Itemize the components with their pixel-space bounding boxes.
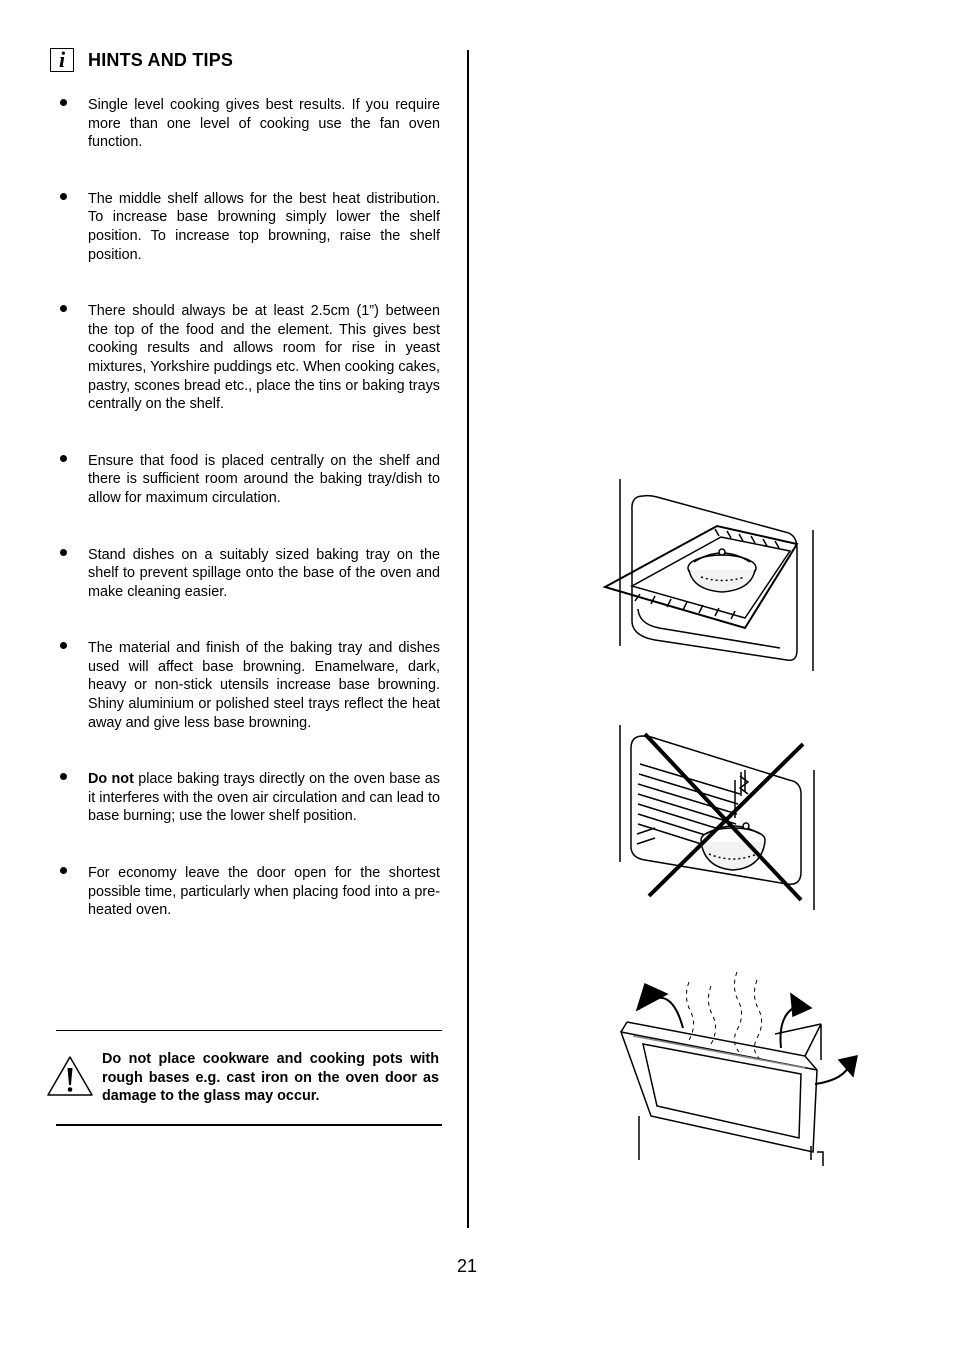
- oven-door-open-illustration: [605, 964, 865, 1174]
- tip-item: [56, 639, 440, 732]
- tip-text: [88, 770, 440, 826]
- bullet-icon: [60, 455, 67, 462]
- section-heading: HINTS AND TIPS: [88, 50, 234, 70]
- warning-box: [56, 1030, 442, 1126]
- column-divider: [467, 50, 469, 1228]
- tip-item: [56, 302, 440, 414]
- tip-item: [56, 770, 440, 826]
- oven-base-incorrect-illustration: [615, 722, 820, 914]
- tip-text: For economy leave the door open for the shortest possible time, particularly when placing food into a pre-heated oven.: [88, 865, 440, 919]
- tips-list: [56, 96, 440, 920]
- tip-item: [56, 546, 440, 602]
- bullet-icon: [60, 305, 67, 312]
- bullet-icon: [60, 867, 67, 874]
- warning-text: Do not place cookware and cooking pots with rough bases e.g. cast iron on the oven door as damage to the glass may occur.: [102, 1051, 439, 1105]
- bullet-icon: [60, 773, 67, 780]
- bullet-icon: [60, 549, 67, 556]
- tip-text: The material and finish of the baking tray and dishes used will affect base browning. Enamelware, dark, heavy or non-stick utensils increase base browning. Shiny aluminium or polished steel trays reflect the heat away and give less base browning.: [88, 640, 440, 731]
- bullet-icon: [60, 99, 67, 106]
- tip-text: There should always be at least 2.5cm (1”) between the top of the food and the element. This gives best cooking results and allows room for rise in yeast mixtures, Yorkshire puddings etc. When cooking cakes, pastry, scones bread etc., place the tins or baking trays centrally on the shelf.: [88, 303, 440, 413]
- tip-item: [56, 864, 440, 920]
- tip-text: Ensure that food is placed centrally on the shelf and there is sufficient room around the baking tray/dish to allow for maximum circulation.: [88, 452, 440, 506]
- warning-triangle-icon: [46, 1055, 94, 1097]
- tip-text-rest: place baking trays directly on the oven base as it interferes with the oven air circulation and can lead to base burning; use the lower shelf position.: [88, 771, 440, 825]
- tip-text: Single level cooking gives best results. If you require more than one level of cooking use the fan oven function.: [88, 97, 440, 151]
- tip-item: [56, 96, 440, 152]
- tip-item: [56, 190, 440, 264]
- oven-shelf-correct-illustration: [595, 474, 820, 674]
- tip-text: Stand dishes on a suitably sized baking tray on the shelf to prevent spillage onto the base of the oven and make cleaning easier.: [88, 546, 440, 600]
- tip-text: The middle shelf allows for the best heat distribution. To increase base browning simply lower the shelf position. To increase top browning, raise the shelf position.: [88, 190, 440, 263]
- tip-item: [56, 452, 440, 508]
- page-number: 21: [457, 1256, 478, 1276]
- bullet-icon: [60, 193, 67, 200]
- bullet-icon: [60, 642, 67, 649]
- tip-bold-text: Do not: [88, 771, 134, 788]
- info-icon: i: [50, 48, 74, 72]
